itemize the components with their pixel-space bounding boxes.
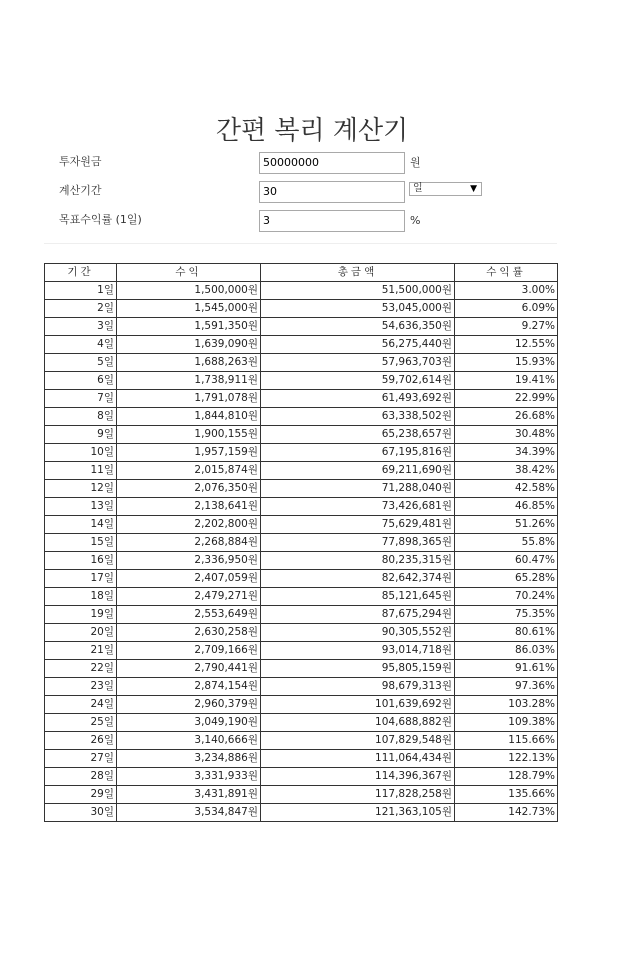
cell-profit: 3,431,891원 [117,786,261,804]
cell-rate: 142.73% [455,804,558,822]
cell-total: 61,493,692원 [261,390,455,408]
cell-total: 75,629,481원 [261,516,455,534]
table-row [45,804,558,822]
cell-profit: 2,138,641원 [117,498,261,516]
cell-period: 7일 [45,390,117,408]
cell-profit: 1,957,159원 [117,444,261,462]
cell-period: 10일 [45,444,117,462]
cell-period: 6일 [45,372,117,390]
cell-period: 27일 [45,750,117,768]
table-row [45,480,558,498]
table-row [45,444,558,462]
cell-period: 20일 [45,624,117,642]
cell-total: 63,338,502원 [261,408,455,426]
table-row [45,732,558,750]
cell-rate: 75.35% [455,606,558,624]
table-row [45,282,558,300]
cell-rate: 6.09% [455,300,558,318]
cell-profit: 2,874,154원 [117,678,261,696]
table-row [45,462,558,480]
cell-profit: 2,479,271원 [117,588,261,606]
table-row [45,642,558,660]
cell-total: 57,963,703원 [261,354,455,372]
table-row [45,336,558,354]
cell-period: 17일 [45,570,117,588]
cell-rate: 34.39% [455,444,558,462]
table-row [45,516,558,534]
principal-input[interactable]: 50000000 [259,152,405,174]
cell-rate: 115.66% [455,732,558,750]
cell-rate: 103.28% [455,696,558,714]
cell-total: 65,238,657원 [261,426,455,444]
cell-rate: 55.8% [455,534,558,552]
cell-period: 12일 [45,480,117,498]
cell-profit: 1,844,810원 [117,408,261,426]
cell-rate: 26.68% [455,408,558,426]
cell-rate: 122.13% [455,750,558,768]
cell-rate: 19.41% [455,372,558,390]
page-title: 간편 복리 계산기 [215,116,409,146]
cell-rate: 91.61% [455,660,558,678]
cell-profit: 1,639,090원 [117,336,261,354]
cell-period: 29일 [45,786,117,804]
cell-rate: 109.38% [455,714,558,732]
table-row [45,534,558,552]
table-row [45,408,558,426]
cell-profit: 1,545,000원 [117,300,261,318]
table-header-row [45,264,558,282]
cell-period: 16일 [45,552,117,570]
cell-period: 14일 [45,516,117,534]
period-input[interactable]: 30 [259,181,405,203]
table-row [45,624,558,642]
cell-profit: 3,534,847원 [117,804,261,822]
cell-total: 101,639,692원 [261,696,455,714]
cell-period: 9일 [45,426,117,444]
table-row [45,300,558,318]
cell-total: 54,636,350원 [261,318,455,336]
cell-period: 18일 [45,588,117,606]
cell-rate: 46.85% [455,498,558,516]
cell-total: 95,805,159원 [261,660,455,678]
cell-rate: 42.58% [455,480,558,498]
table-row [45,768,558,786]
cell-rate: 38.42% [455,462,558,480]
cell-period: 3일 [45,318,117,336]
cell-profit: 1,688,263원 [117,354,261,372]
cell-profit: 3,234,886원 [117,750,261,768]
table-row [45,390,558,408]
cell-period: 11일 [45,462,117,480]
cell-total: 121,363,105원 [261,804,455,822]
cell-period: 5일 [45,354,117,372]
cell-rate: 97.36% [455,678,558,696]
cell-rate: 22.99% [455,390,558,408]
cell-rate: 3.00% [455,282,558,300]
cell-profit: 2,553,649원 [117,606,261,624]
cell-profit: 2,202,800원 [117,516,261,534]
cell-period: 23일 [45,678,117,696]
cell-total: 69,211,690원 [261,462,455,480]
cell-period: 4일 [45,336,117,354]
rate-unit: % [410,214,421,227]
table-row [45,786,558,804]
cell-total: 98,679,313원 [261,678,455,696]
cell-period: 13일 [45,498,117,516]
table-row [45,750,558,768]
header-rate: 수익률 [455,264,558,282]
dropdown-arrow-icon: ▼ [470,184,477,194]
table-row [45,606,558,624]
principal-unit: 원 [410,156,421,169]
cell-profit: 1,500,000원 [117,282,261,300]
table-row [45,354,558,372]
cell-profit: 2,015,874원 [117,462,261,480]
cell-period: 25일 [45,714,117,732]
cell-rate: 30.48% [455,426,558,444]
cell-profit: 3,331,933원 [117,768,261,786]
cell-period: 30일 [45,804,117,822]
cell-profit: 1,791,078원 [117,390,261,408]
cell-period: 21일 [45,642,117,660]
cell-total: 80,235,315원 [261,552,455,570]
cell-period: 1일 [45,282,117,300]
cell-profit: 2,268,884원 [117,534,261,552]
cell-rate: 15.93% [455,354,558,372]
cell-rate: 135.66% [455,786,558,804]
table-row [45,588,558,606]
table-row [45,498,558,516]
period-unit-selected: 일 [413,183,423,194]
cell-total: 51,500,000원 [261,282,455,300]
cell-rate: 80.61% [455,624,558,642]
cell-period: 2일 [45,300,117,318]
cell-total: 104,688,882원 [261,714,455,732]
cell-total: 67,195,816원 [261,444,455,462]
cell-total: 82,642,374원 [261,570,455,588]
cell-rate: 9.27% [455,318,558,336]
cell-period: 8일 [45,408,117,426]
cell-profit: 1,591,350원 [117,318,261,336]
cell-period: 15일 [45,534,117,552]
cell-profit: 2,630,258원 [117,624,261,642]
cell-total: 85,121,645원 [261,588,455,606]
period-label: 계산기간 [59,184,102,197]
header-profit: 수익 [117,264,261,282]
cell-profit: 3,049,190원 [117,714,261,732]
header-period: 기간 [45,264,117,282]
cell-total: 77,898,365원 [261,534,455,552]
table-row [45,318,558,336]
cell-rate: 128.79% [455,768,558,786]
cell-total: 114,396,367원 [261,768,455,786]
cell-profit: 2,407,059원 [117,570,261,588]
cell-total: 90,305,552원 [261,624,455,642]
cell-profit: 3,140,666원 [117,732,261,750]
cell-total: 53,045,000원 [261,300,455,318]
cell-total: 87,675,294원 [261,606,455,624]
cell-total: 71,288,040원 [261,480,455,498]
cell-total: 56,275,440원 [261,336,455,354]
cell-profit: 2,709,166원 [117,642,261,660]
cell-period: 19일 [45,606,117,624]
table-row [45,696,558,714]
cell-period: 22일 [45,660,117,678]
cell-rate: 65.28% [455,570,558,588]
cell-total: 73,426,681원 [261,498,455,516]
table-row [45,426,558,444]
results-table [44,263,558,822]
cell-period: 28일 [45,768,117,786]
cell-profit: 2,336,950원 [117,552,261,570]
cell-profit: 1,900,155원 [117,426,261,444]
cell-total: 117,828,258원 [261,786,455,804]
header-total: 총금액 [261,264,455,282]
table-row [45,372,558,390]
table-row [45,660,558,678]
rate-label: 목표수익률 (1일) [59,213,142,226]
cell-total: 107,829,548원 [261,732,455,750]
table-row [45,570,558,588]
table-row [45,552,558,570]
cell-profit: 2,076,350원 [117,480,261,498]
cell-rate: 60.47% [455,552,558,570]
cell-profit: 2,790,441원 [117,660,261,678]
cell-total: 93,014,718원 [261,642,455,660]
cell-rate: 86.03% [455,642,558,660]
cell-rate: 70.24% [455,588,558,606]
principal-label: 투자원금 [59,155,102,168]
table-row [45,714,558,732]
cell-profit: 2,960,379원 [117,696,261,714]
table-row [45,678,558,696]
cell-total: 111,064,434원 [261,750,455,768]
divider [44,243,557,244]
cell-profit: 1,738,911원 [117,372,261,390]
period-unit-select[interactable] [409,182,482,196]
cell-total: 59,702,614원 [261,372,455,390]
rate-input[interactable]: 3 [259,210,405,232]
cell-period: 24일 [45,696,117,714]
cell-rate: 12.55% [455,336,558,354]
cell-rate: 51.26% [455,516,558,534]
cell-period: 26일 [45,732,117,750]
